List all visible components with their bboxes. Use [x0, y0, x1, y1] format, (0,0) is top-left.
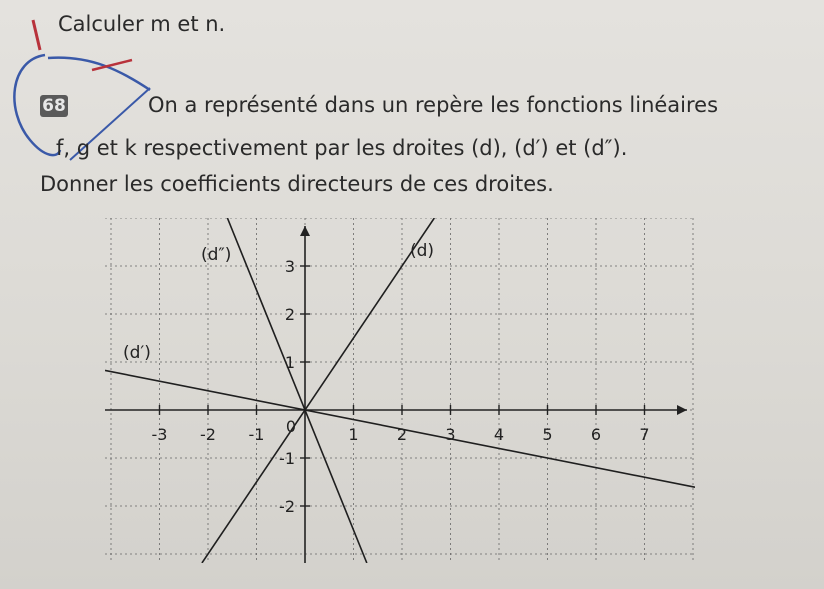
x-tick-label: 5: [542, 425, 553, 444]
exercise-text-line-3: Donner les coefficients directeurs de ces droites.: [40, 172, 554, 196]
line-label-d-prime: (d′): [123, 343, 151, 363]
y-tick-label: 1: [284, 353, 295, 372]
line-label-d: (d): [410, 241, 435, 261]
coordinate-graph: [105, 218, 695, 563]
x-tick-label: -1: [248, 425, 265, 444]
x-tick-label: -3: [151, 425, 168, 444]
x-tick-label: 4: [493, 425, 505, 444]
x-tick-label: -2: [200, 425, 216, 444]
line-d-double-prime: [227, 218, 366, 563]
line-label-d-double-prime: (d″): [201, 245, 232, 265]
red-pen-stroke: [33, 20, 40, 50]
x-tick-label: 7: [639, 425, 650, 444]
graph-axes: [105, 226, 687, 563]
x-tick-label: 3: [445, 425, 456, 444]
line-d: [202, 218, 434, 563]
exercise-text-line-1: On a représenté dans un repère les fonctions linéaires: [148, 93, 719, 117]
exercise-text-line-2: f, g et k respectivement par les droites (d), (d′) et (d″).: [56, 136, 628, 160]
x-tick-label: 6: [590, 425, 602, 444]
y-tick-label: 3: [284, 257, 295, 276]
graph-labels: [123, 241, 650, 516]
x-axis-arrow: [677, 405, 687, 415]
y-tick-label: 2: [284, 305, 295, 324]
y-axis-arrow: [300, 226, 310, 236]
instruction-line: Calculer m et n.: [58, 12, 226, 36]
x-tick-label: 2: [396, 425, 408, 444]
origin-label: 0: [285, 417, 297, 436]
exercise-number-badge: 68: [40, 95, 68, 117]
x-tick-label: 1: [348, 425, 359, 444]
y-tick-label: -2: [279, 497, 295, 516]
graph-lines: [105, 218, 695, 563]
y-tick-label: -1: [279, 449, 295, 468]
